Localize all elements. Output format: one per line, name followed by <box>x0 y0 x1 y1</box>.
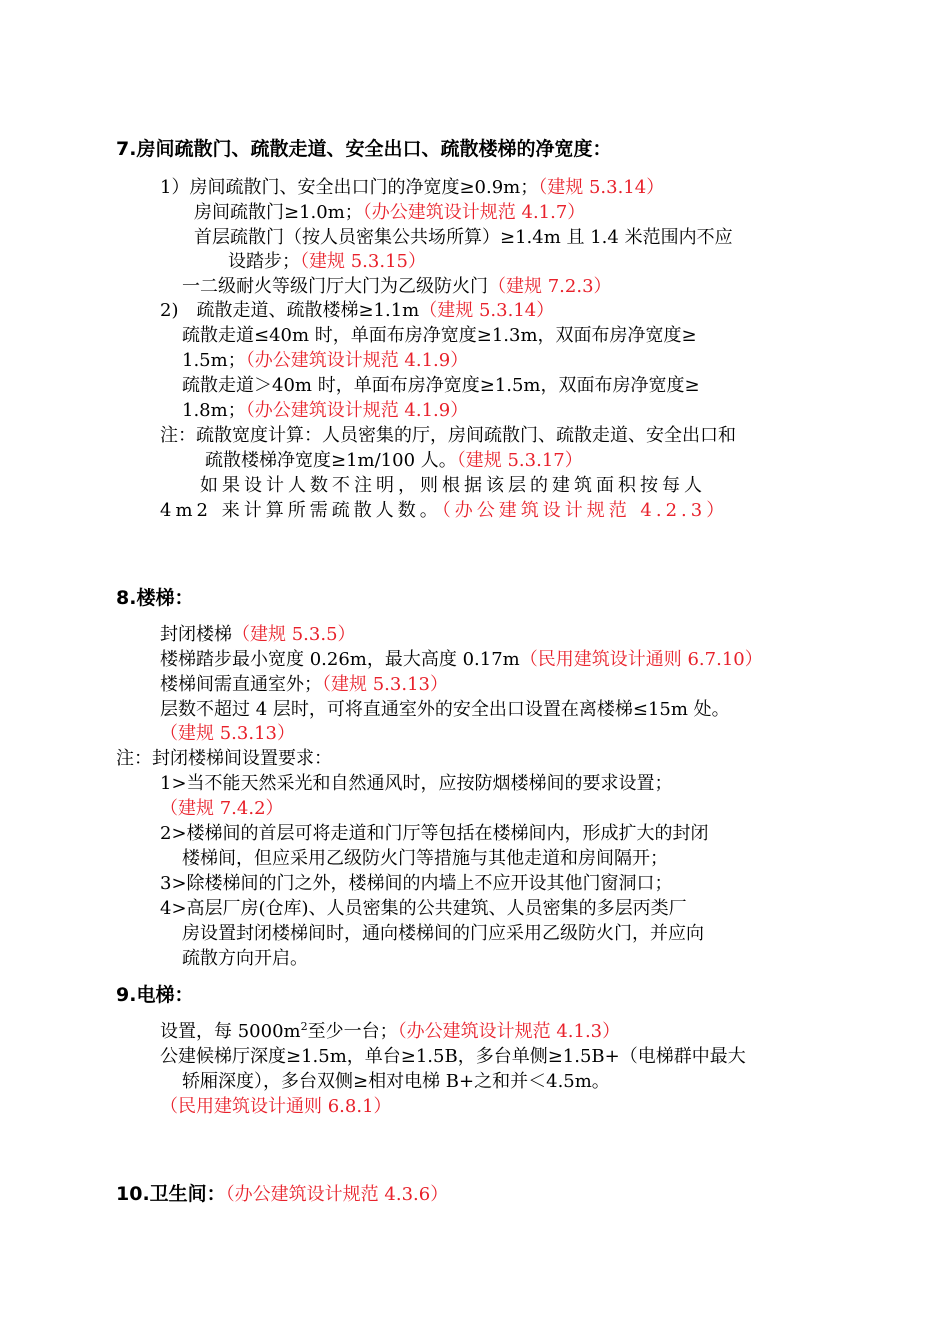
item-text: 1.5m； <box>182 350 246 371</box>
section-8-note-4-cont-2: 疏散方向开启。 <box>182 948 308 969</box>
section-9-item-2: 公建候梯厅深度≥1.5m，单台≥1.5B，多台单侧≥1.5B+（电梯群中最大 <box>160 1046 746 1067</box>
item-text: 设踏步； <box>228 251 300 272</box>
section-8-item-4-ref: （建规 5.3.13） <box>160 723 295 744</box>
section-8-note-1: 1>当不能天然采光和自然通风时，应按防烟楼梯间的要求设置； <box>160 773 673 794</box>
section-7-item-7-cont <box>182 399 468 423</box>
section-9-heading: 9.电梯： <box>116 984 194 1006</box>
reference: （建规 5.3.14） <box>419 300 555 321</box>
item-text: 4m2 来计算所需疏散人数。 <box>160 500 442 521</box>
reference: （办公建筑设计规范 4.1.9） <box>245 350 469 371</box>
section-7-item-5 <box>160 299 554 323</box>
section-7-note-2-cont <box>160 499 728 523</box>
section-8-note-1-ref: （建规 7.4.2） <box>160 798 284 819</box>
item-text: 楼梯踏步最小宽度 0.26m，最大高度 0.17m <box>160 649 520 670</box>
item-text: 1.8m； <box>182 400 246 421</box>
item-text: 2) 疏散走道、疏散楼梯≥1.1m <box>160 300 420 321</box>
section-7-heading: 7.房间疏散门、疏散走道、安全出口、疏散楼梯的净宽度： <box>116 138 612 160</box>
section-10-heading-line <box>116 1182 448 1207</box>
item-text: 封闭楼梯 <box>160 624 232 645</box>
reference: （建规 5.3.15） <box>300 251 426 272</box>
item-text: 一二级耐火等级门厅大门为乙级防火门 <box>182 276 488 297</box>
superscript: 2 <box>300 1020 308 1033</box>
section-8-note-4-cont: 房设置封闭楼梯间时，通向楼梯间的门应采用乙级防火门，并应向 <box>182 923 704 944</box>
section-7-item-4 <box>182 275 612 299</box>
section-8-item-1 <box>160 623 356 647</box>
reference: （办公建筑设计规范 4.3.6） <box>225 1184 449 1205</box>
reference: （办公建筑设计规范 4.1.3） <box>397 1021 621 1042</box>
reference: （建规 5.3.13） <box>322 674 448 695</box>
section-8-item-3 <box>160 673 448 697</box>
item-text: 疏散楼梯净宽度≥1m/100 人。 <box>205 450 457 471</box>
section-10-heading: 10.卫生间： <box>116 1183 226 1205</box>
section-8-note-3: 3>除楼梯间的门之外，楼梯间的内墙上不应开设其他门窗洞口； <box>160 873 673 894</box>
section-8-note-2-cont: 楼梯间，但应采用乙级防火门等措施与其他走道和房间隔开； <box>182 848 668 869</box>
section-9-item-2-ref: （民用建筑设计通则 6.8.1） <box>160 1096 392 1117</box>
section-7-item-6-cont <box>182 349 468 373</box>
reference: （办公建筑设计规范 4.2.3） <box>441 500 729 521</box>
section-8-note-4: 4>高层厂房(仓库)、人员密集的公共建筑、人员密集的多层丙类厂 <box>160 898 687 919</box>
section-7-note-2: 如果设计人数不注明，则根据该层的建筑面积按每人 <box>200 475 706 496</box>
section-8-item-4: 层数不超过 4 层时，可将直通室外的安全出口设置在离楼梯≤15m 处。 <box>160 699 730 720</box>
section-7-note-cont <box>205 449 583 473</box>
item-text: 楼梯间需直通室外； <box>160 674 322 695</box>
item-text: 1）房间疏散门、安全出口门的净宽度≥0.9m； <box>160 177 539 198</box>
reference: （办公建筑设计规范 4.1.9） <box>245 400 469 421</box>
item-text: 房间疏散门≥1.0m； <box>194 202 363 223</box>
section-7-item-2 <box>194 201 585 225</box>
reference: （建规 5.3.14） <box>538 177 665 198</box>
reference: （建规 7.2.3） <box>488 276 612 297</box>
item-text: 至少一台； <box>307 1021 398 1042</box>
section-8-note-2: 2>楼梯间的首层可将走道和门厅等包括在楼梯间内，形成扩大的封闭 <box>160 823 709 844</box>
reference: （建规 5.3.5） <box>232 624 356 645</box>
reference: （办公建筑设计规范 4.1.7） <box>362 202 586 223</box>
item-text: 设置，每 5000m <box>160 1021 301 1042</box>
section-8-note: 注：封闭楼梯间设置要求： <box>116 748 332 769</box>
section-7-item-3-cont <box>228 250 426 274</box>
section-7-note: 注：疏散宽度计算：人员密集的厅，房间疏散门、疏散走道、安全出口和 <box>160 425 736 446</box>
section-7-item-6: 疏散走道≤40m 时，单面布房净宽度≥1.3m，双面布房净宽度≥ <box>182 325 697 346</box>
section-9-item-1 <box>160 1020 620 1044</box>
section-9-item-2-cont: 轿厢深度），多台双侧≥相对电梯 B+之和并＜4.5m。 <box>182 1071 610 1092</box>
section-7-item-7: 疏散走道＞40m 时，单面布房净宽度≥1.5m，双面布房净宽度≥ <box>182 375 700 396</box>
section-7-item-3: 首层疏散门（按人员密集公共场所算）≥1.4m 且 1.4 米范围内不应 <box>194 227 733 248</box>
reference: （民用建筑设计通则 6.7.10） <box>519 649 763 670</box>
reference: （建规 5.3.17） <box>456 450 583 471</box>
section-8-heading: 8.楼梯： <box>116 587 194 609</box>
section-8-item-2 <box>160 648 763 672</box>
section-7-item-1 <box>160 176 664 200</box>
